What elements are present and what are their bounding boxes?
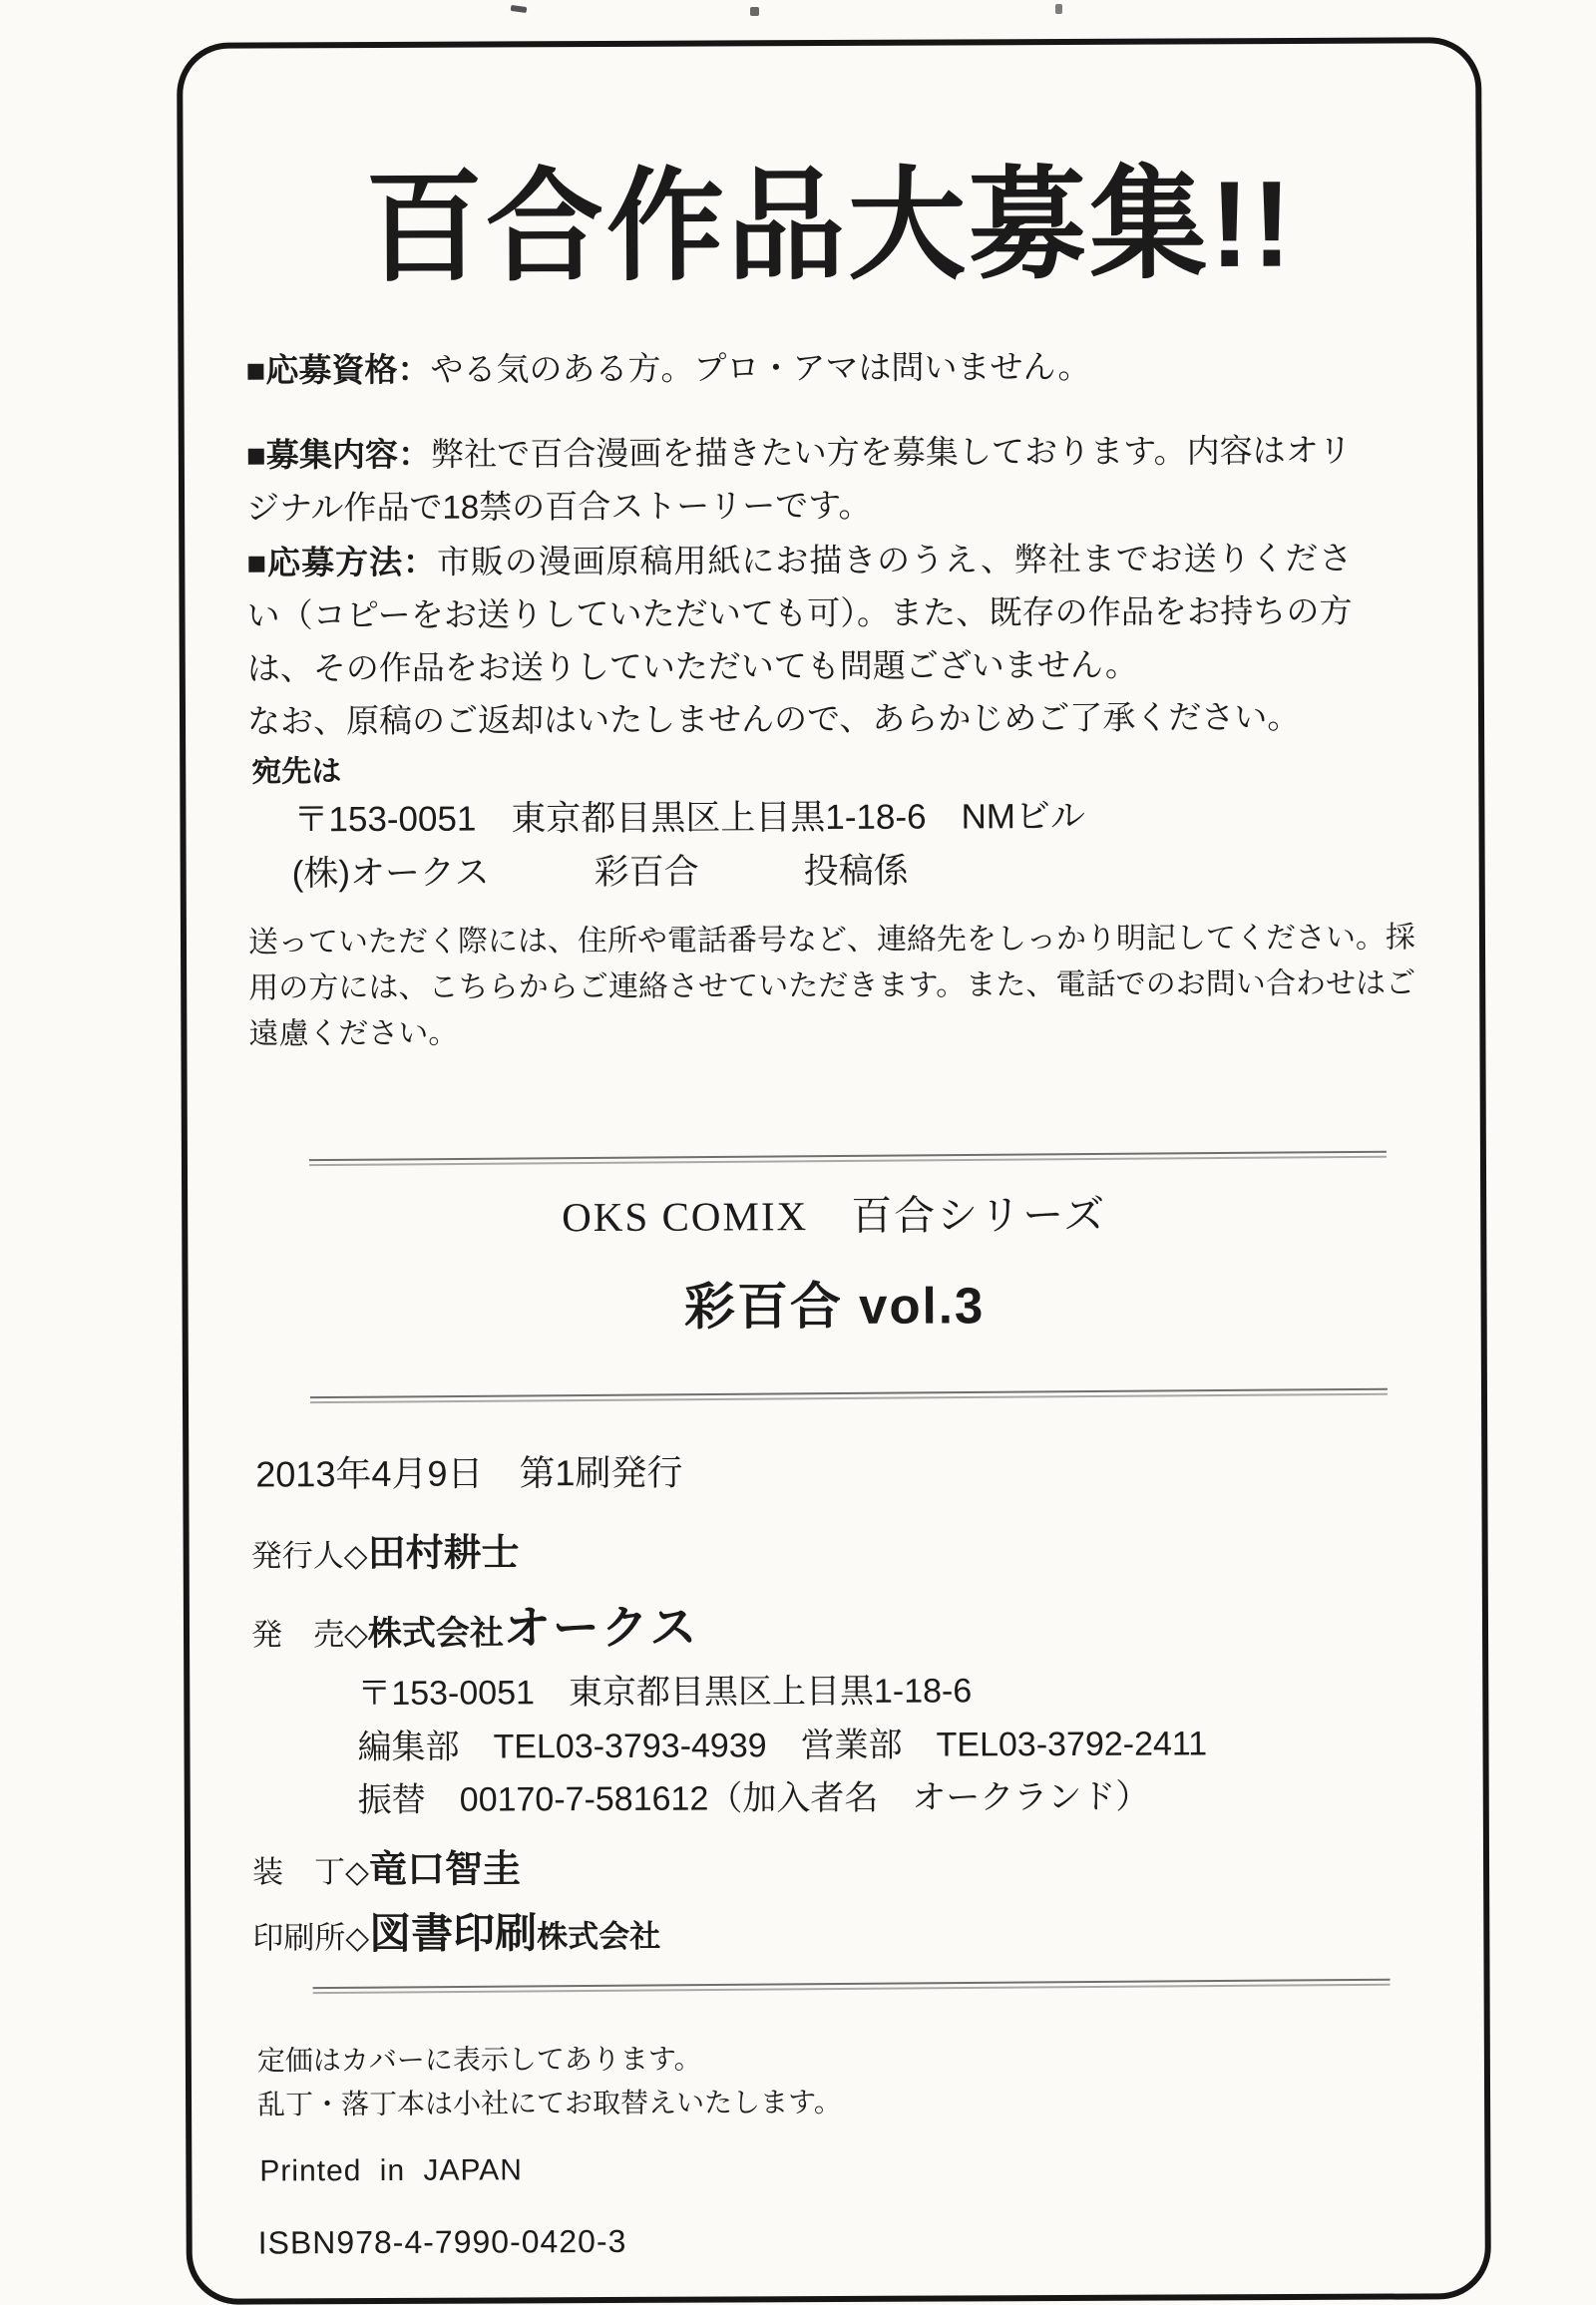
section-label: ■応募資格：	[245, 350, 431, 389]
address-heading: 宛先は	[251, 755, 342, 789]
designer-name: 竜口智圭	[368, 1848, 522, 1892]
section-body: 市販の漫画原稿用紙にお描きのうえ、弊社までお送りください（コピーをお送りしていただいても可）。また、既存の作品をお持ちの方は、その作品をお送りしていただいても問題ございません。 なお、原稿のご返却はいたしませんので、あらかじめご了承ください。	[246, 539, 1353, 740]
address-line-1: 〒153-0051 東京都目黒区上目黒1-18-6 NMビル	[293, 796, 1086, 840]
section-label: ■募集内容：	[245, 435, 432, 474]
publisher-name: 田村耕士	[367, 1532, 520, 1576]
scan-artifact	[511, 5, 528, 13]
section-qualifications	[245, 339, 1351, 397]
printed-in-japan: Printed in JAPAN	[259, 2153, 523, 2188]
isbn-number: ISBN978-4-7990-0420-3	[257, 2222, 627, 2261]
section-content	[246, 424, 1352, 535]
seller-address: 〒153-0051 東京都目黒区上目黒1-18-6	[357, 1672, 973, 1714]
design-label: 装 丁◇	[251, 1854, 369, 1890]
divider-rule-bottom	[313, 1979, 1391, 1994]
address-line-2: (株)オークス 彩百合 投稿係	[291, 851, 909, 894]
design-line	[252, 1837, 521, 1893]
seller-label: 発 売◇	[250, 1617, 368, 1653]
section-body: 弊社で百合漫画を描きたい方を募集しております。内容はオリジナル作品で18禁の百合ストーリーです。	[246, 431, 1352, 527]
print-date: 2013年4月9日 第1刷発行	[255, 1451, 683, 1495]
defect-note: 乱丁・落丁本は小社にてお取替えいたします。	[257, 2086, 842, 2120]
section-method	[246, 532, 1353, 748]
printer-line	[252, 1900, 660, 1962]
seller-company-name: オークス	[503, 1600, 699, 1655]
seller-company-prefix: 株式会社	[367, 1614, 504, 1654]
postal-transfer: 振替 00170-7-581612（加入者名 オークランド）	[357, 1777, 1150, 1820]
section-label: ■応募方法：	[246, 543, 437, 581]
series-title: OKS COMIX 百合シリーズ	[562, 1191, 1107, 1241]
book-title: 彩百合 vol.3	[683, 1277, 986, 1336]
publisher-line	[251, 1521, 520, 1577]
publisher-label: 発行人◇	[250, 1538, 368, 1574]
printer-label: 印刷所◇	[252, 1920, 370, 1956]
price-note: 定価はカバーに表示してあります。	[256, 2043, 702, 2077]
divider-rule-top	[309, 1151, 1387, 1166]
printer-suffix: 株式会社	[537, 1918, 661, 1955]
submission-note: 送っていただく際には、住所や電話番号など、連絡先をしっかり明記してください。採用の方には、こちらからご連絡させていただきます。また、電話でのお問い合わせはご遠慮ください。	[247, 921, 1416, 1051]
phone-numbers: 編集部 TEL03-3793-4939 営業部 TEL03-3792-2411	[357, 1725, 1208, 1767]
page-border	[177, 37, 1491, 2305]
scan-artifact	[750, 7, 759, 16]
divider-rule-middle	[310, 1388, 1388, 1403]
section-body: やる気のある方。プロ・アマは問いません。	[430, 347, 1091, 388]
recruitment-title: 百合作品大募集!!	[364, 156, 1295, 297]
printer-name: 図書印刷	[369, 1909, 538, 1958]
seller-line	[251, 1591, 699, 1660]
scan-artifact	[1055, 4, 1062, 14]
